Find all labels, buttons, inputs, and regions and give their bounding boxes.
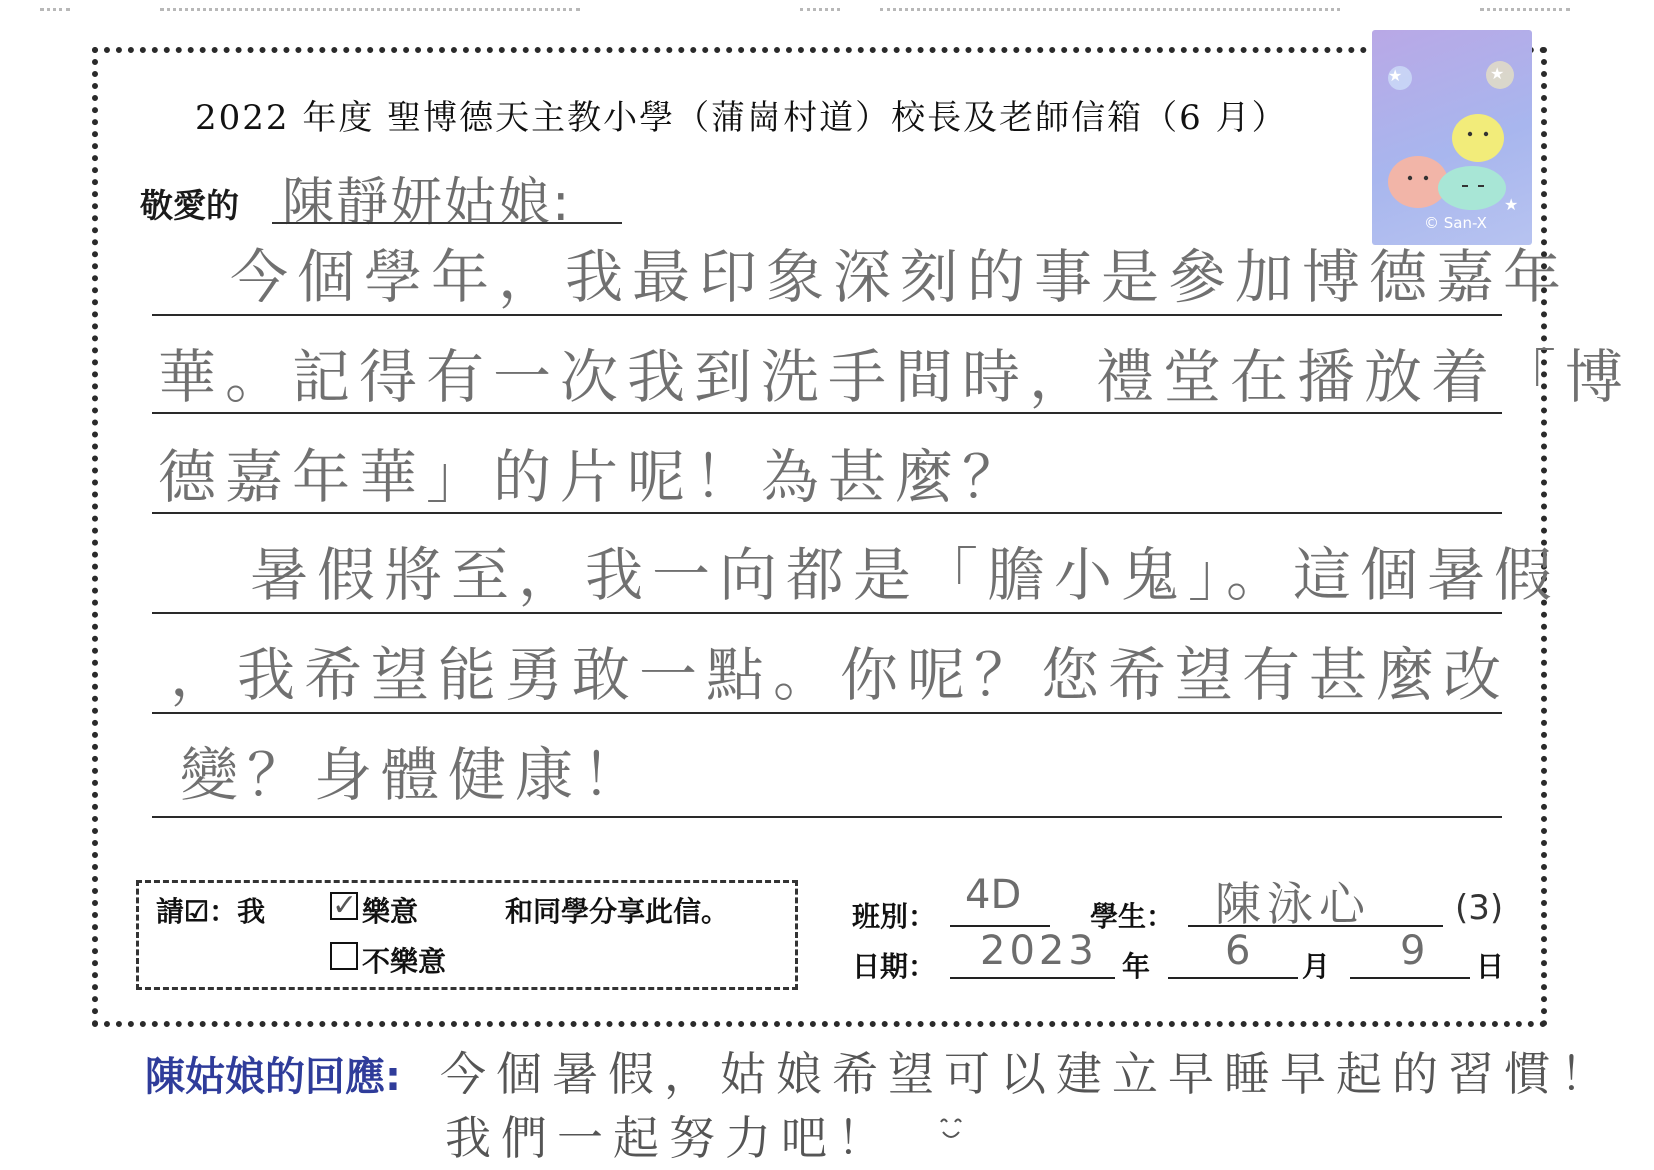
- student-label: 學生：: [1090, 900, 1175, 933]
- star-icon: ★: [1490, 64, 1505, 83]
- star-icon: ★: [1504, 195, 1519, 214]
- ruled-line: [152, 412, 1502, 414]
- recipient-underline: [272, 222, 622, 224]
- body-line: 暑假將至，我一向都是「膽小鬼」。這個暑假: [250, 541, 1562, 609]
- consent-prompt: 請☑：我: [156, 895, 266, 928]
- reply-label: 陳姑娘的回應:: [145, 1054, 401, 1100]
- body-line: 德嘉年華」的片呢！為甚麼？: [158, 443, 1030, 511]
- day-underline: [1350, 977, 1470, 979]
- star-icon: ★: [1388, 66, 1403, 85]
- disagree-label: 不樂意: [362, 945, 447, 978]
- month-value: 6: [1225, 928, 1251, 974]
- disagree-checkbox[interactable]: [330, 942, 358, 970]
- ruled-line: [152, 712, 1502, 714]
- ruled-line: [152, 314, 1502, 316]
- body-line: 華。記得有一次我到洗手間時，禮堂在播放着「博: [158, 343, 1633, 411]
- scan-artifact: [40, 8, 70, 11]
- body-line: 今個學年，我最印象深刻的事是參加博德嘉年: [230, 243, 1571, 311]
- agree-label: 樂意: [362, 895, 419, 928]
- recipient-name: 陳靜妍姑娘:: [282, 173, 572, 233]
- checkmark-icon: ✓: [332, 888, 358, 923]
- day-value: 9: [1400, 928, 1426, 974]
- month-unit: 月: [1302, 950, 1331, 983]
- sticker-copyright: © San-X: [1424, 214, 1487, 232]
- scan-artifact: [800, 8, 840, 11]
- class-value: 4D: [965, 872, 1022, 918]
- share-text: 和同學分享此信。: [505, 895, 730, 928]
- octopus-character-icon: [1388, 156, 1448, 208]
- year-unit: 年: [1122, 950, 1151, 983]
- body-line: ，我希望能勇敢一點。你呢？您希望有甚麼改: [170, 641, 1511, 709]
- scan-artifact: [1480, 8, 1570, 11]
- scan-artifact: [880, 8, 1340, 11]
- student-number: (3): [1455, 888, 1504, 928]
- ruled-line: [152, 816, 1502, 818]
- class-underline: [950, 925, 1050, 927]
- ruled-line: [152, 612, 1502, 614]
- tapioca-character-icon: [1452, 114, 1504, 162]
- year-underline: [950, 977, 1115, 979]
- reply-line: 今個暑假，姑娘希望可以建立早睡早起的習慣！: [440, 1047, 1616, 1101]
- greeting-label: 敬愛的: [140, 186, 239, 225]
- class-label: 班別：: [852, 900, 937, 933]
- reply-line: 我們一起努力吧！: [445, 1111, 893, 1165]
- student-name: 陳泳心: [1215, 877, 1371, 931]
- letter-title: 2022 年度 聖博德天主教小學（蒲崗村道）校長及老師信箱（6 月）: [195, 98, 1288, 138]
- student-underline: [1188, 925, 1443, 927]
- year-value: 2023: [980, 928, 1098, 974]
- agree-checkbox[interactable]: [330, 888, 358, 923]
- month-underline: [1168, 977, 1298, 979]
- body-line: 變？身體健康！: [180, 741, 650, 809]
- smiley-icon: [935, 1112, 969, 1146]
- sumikko-sticker: [1372, 30, 1532, 245]
- day-unit: 日: [1476, 950, 1505, 983]
- penguin-character-icon: [1438, 166, 1506, 210]
- date-label: 日期：: [852, 950, 937, 983]
- scan-artifact: [160, 8, 580, 11]
- ruled-line: [152, 512, 1502, 514]
